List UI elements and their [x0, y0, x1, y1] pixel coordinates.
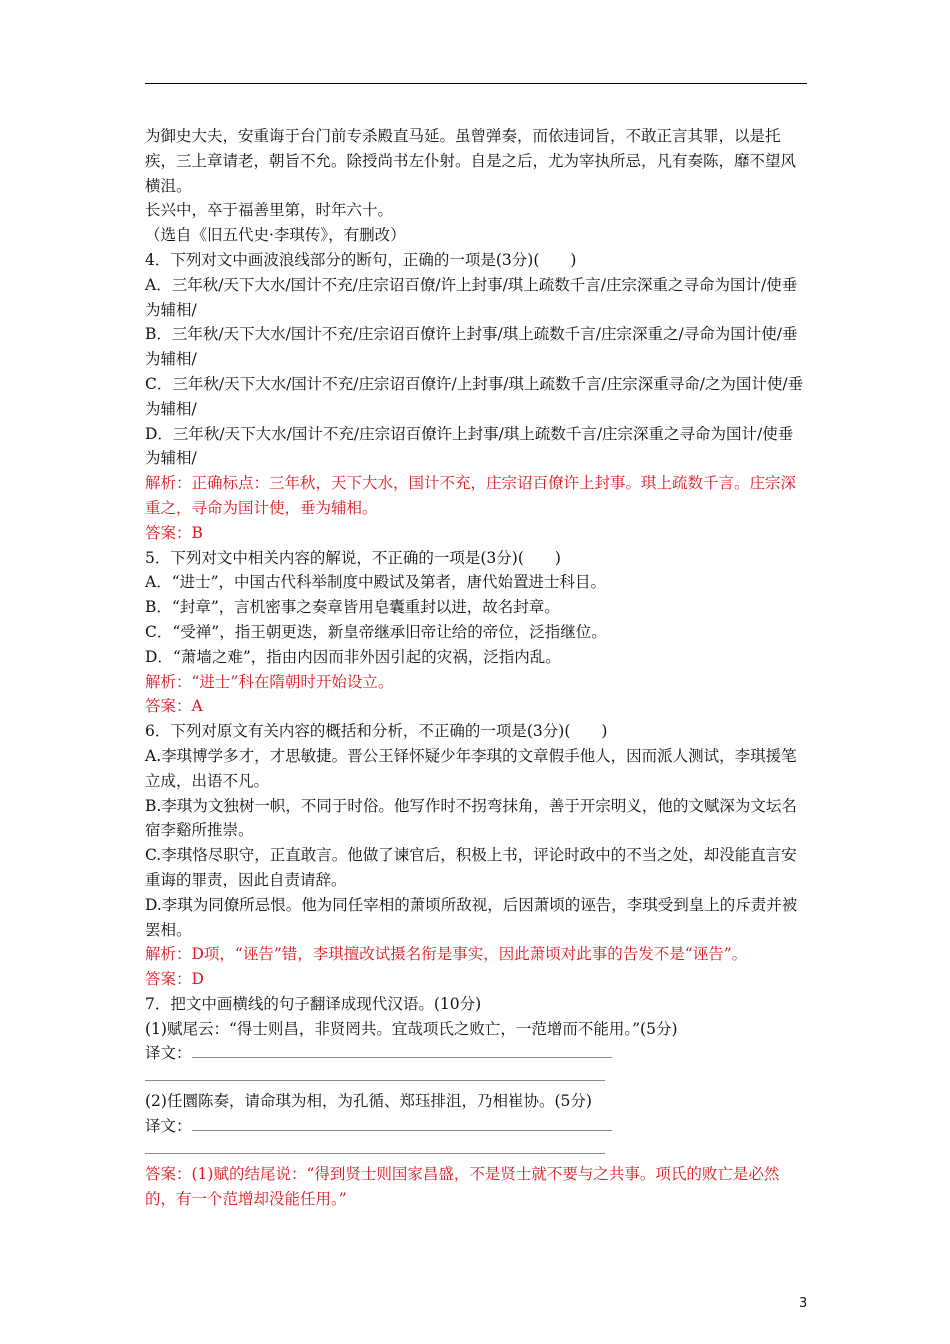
question-6-stem: 6．下列对原文有关内容的概括和分析，不正确的一项是(3分)( )	[145, 722, 608, 741]
document-body	[145, 124, 807, 1211]
answer-6: 答案：D	[145, 970, 204, 989]
analysis-6: 解析：D项，“诬告”错，李琪擅改试摄名衔是事实，因此萧顷对此事的告发不是“诬告”。	[145, 945, 748, 964]
translation-blank[interactable]	[192, 1114, 612, 1131]
passage-source: （选自《旧五代史·李琪传》，有删改）	[145, 226, 406, 245]
question-4-stem: 4．下列对文中画波浪线部分的断句，正确的一项是(3分)( )	[145, 250, 577, 269]
option-6-d: D.李琪为同僚所忌恨。他为同任宰相的萧顷所敌视，后因萧顷的诬告，李琪受到皇上的斥责并被罢相。	[145, 895, 798, 939]
answer-5: 答案：A	[145, 697, 203, 716]
analysis-4: 解析：正确标点：三年秋，天下大水，国计不充，庄宗诏百僚许上封事。琪上疏数千言。庄宗深重之，寻命为国计使，垂为辅相。	[145, 474, 797, 517]
header-rule	[145, 83, 807, 84]
option-6-c: C.李琪恪尽职守，正直敢言。他做了谏官后，积极上书，评论时政中的不当之处，却没能直言安重诲的罪责，因此自责请辞。	[145, 846, 797, 889]
answer-7: 答案：(1)赋的结尾说：“得到贤士则国家昌盛，不是贤士就不要与之共事。项氏的败亡是必然的，有一个范增却没能任用。”	[145, 1164, 780, 1208]
option-4-a: A．三年秋/天下大水/国计不充/庄宗诏百僚/许上封事/琪上疏数千言/庄宗深重之寻命为国计/使垂为辅相/	[145, 275, 798, 319]
translation-blank-line[interactable]	[145, 1139, 605, 1154]
translation-label: 译文：	[145, 1117, 192, 1136]
translation-blank-line[interactable]	[145, 1066, 605, 1081]
option-4-b: B．三年秋/天下大水/国计不充/庄宗诏百僚许上封事/琪上疏数千言/庄宗深重之/寻命为国计使/垂为辅相/	[145, 325, 798, 369]
question-5-stem: 5．下列对文中相关内容的解说，不正确的一项是(3分)( )	[145, 548, 561, 567]
translation-row-1	[145, 1041, 807, 1066]
option-6-b: B.李琪为文独树一帜，不同于时俗。他写作时不拐弯抹角，善于开宗明义，他的文赋深为文坛名宿李谿所推崇。	[145, 796, 797, 840]
option-5-c: C．“受禅”，指王朝更迭，新皇帝继承旧帝让给的帝位，泛指继位。	[145, 622, 607, 641]
option-5-d: D．“萧墙之难”，指由内因而非外因引起的灾祸，泛指内乱。	[145, 647, 561, 666]
option-5-a: A．“进士”，中国古代科举制度中殿试及第者，唐代始置进士科目。	[145, 573, 607, 592]
page-number: 3	[799, 1296, 808, 1311]
answer-4: 答案：B	[145, 523, 203, 542]
translation-row-2	[145, 1114, 807, 1139]
option-5-b: B．“封章”，言机密事之奏章皆用皂囊重封以进，故名封章。	[145, 598, 560, 617]
translation-blank[interactable]	[192, 1041, 612, 1058]
passage-text: 长兴中，卒于福善里第，时年六十。	[145, 201, 394, 220]
option-4-d: D．三年秋/天下大水/国计不充/庄宗诏百僚许上封事/琪上疏数千言/庄宗深重之寻命为国计/使垂为辅相/	[145, 424, 794, 468]
analysis-5: 解析：“进士”科在隋朝时开始设立。	[145, 672, 394, 691]
passage-text: 为御史大夫，安重诲于台门前专杀殿直马延。虽曾弹奏，而依违词旨，不敢正言其罪，以是托疾，三上章请老，朝旨不允。除授尚书左仆射。自是之后，尤为宰执所忌，凡有奏陈，靡不望风横沮。	[145, 127, 797, 195]
question-7-stem: 7．把文中画横线的句子翻译成现代汉语。(10分)	[145, 994, 482, 1013]
sentence-7-2: (2)任圜陈奏，请命琪为相，为孔循、郑珏排沮，乃相崔协。(5分)	[145, 1092, 592, 1111]
option-6-a: A.李琪博学多才，才思敏捷。晋公王铎怀疑少年李琪的文章假手他人，因而派人测试，李琪援笔立成，出语不凡。	[145, 746, 797, 790]
option-4-c: C．三年秋/天下大水/国计不充/庄宗诏百僚许/上封事/琪上疏数千言/庄宗深重寻命/之为国计使/垂为辅相/	[145, 374, 804, 418]
sentence-7-1: (1)赋尾云：“得士则昌，非贤罔共。宜哉项氏之败亡，一范增而不能用。”(5分)	[145, 1019, 678, 1038]
translation-label: 译文：	[145, 1044, 192, 1063]
